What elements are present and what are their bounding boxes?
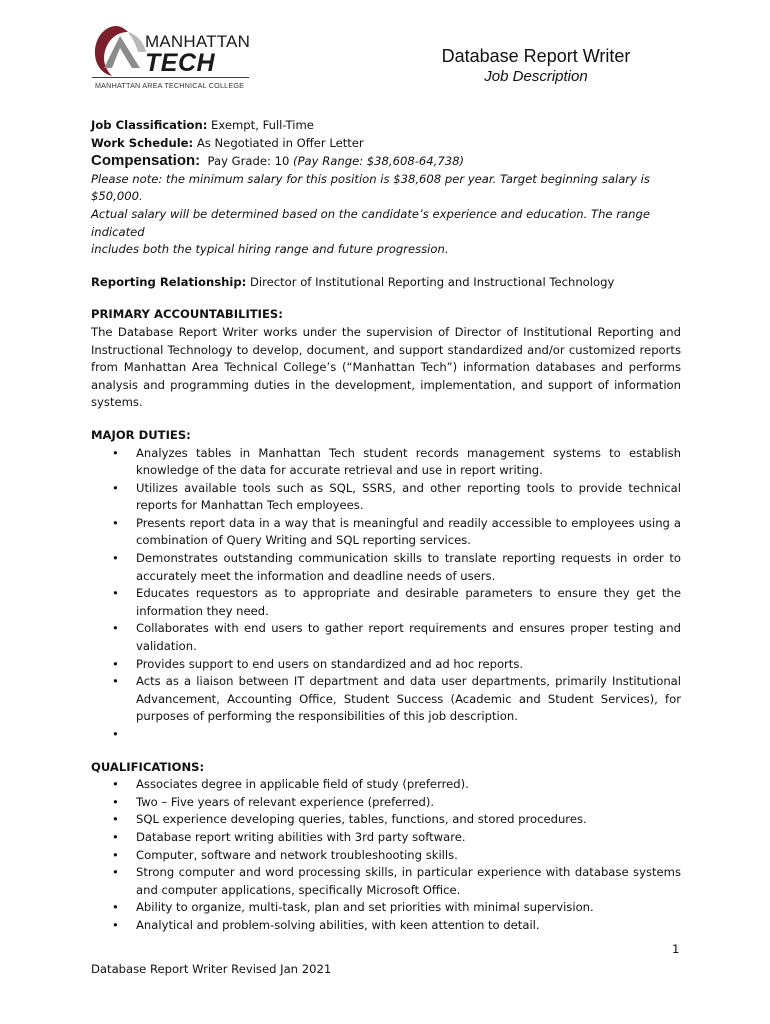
logo-tech: TECH xyxy=(145,49,216,77)
list-item xyxy=(91,811,681,829)
list-item xyxy=(91,917,681,935)
page-number: 1 xyxy=(672,942,680,956)
list-item xyxy=(91,829,681,847)
primary-accountabilities-text: The Database Report Writer works under the supervision of Director of Institutional Reporting and Instructional Technology to develop, document, and support standardized and/or customized reports from Manhattan Area Technical College’s (“Manhattan Tech”) information databases and performs analysis and programming duties in the development, implementation, and support of information systems. xyxy=(91,324,681,410)
work-schedule xyxy=(91,135,681,153)
logo-name: MANHATTAN xyxy=(145,32,251,51)
bullet-icon: • xyxy=(112,551,119,566)
list-item xyxy=(91,656,681,674)
qualification-text: Computer, software and network troubleshooting skills. xyxy=(136,847,458,862)
primary-accountabilities-heading: PRIMARY ACCOUNTABILITIES: xyxy=(91,307,283,322)
qualification-text: Analytical and problem-solving abilities, with keen attention to detail. xyxy=(136,917,540,932)
list-item xyxy=(91,445,681,480)
work-schedule-label: Work Schedule: xyxy=(91,135,194,150)
list-item xyxy=(91,794,681,812)
document-body xyxy=(91,117,681,935)
list-item xyxy=(91,480,681,515)
duty-text: Demonstrates outstanding communication skills to translate reporting requests in order to accurately meet the information and deadline needs of users. xyxy=(136,551,681,583)
list-item xyxy=(91,550,681,585)
job-classification xyxy=(91,117,681,135)
list-item xyxy=(91,864,681,899)
job-classification-label: Job Classification: xyxy=(91,118,208,132)
major-duties-heading: MAJOR DUTIES: xyxy=(91,427,191,442)
duty-text: Utilizes available tools such as SQL, SSRS, and other reporting tools to provide technical reports for Manhattan Tech employees. xyxy=(136,480,681,513)
footer-text: Database Report Writer Revised Jan 2021 xyxy=(91,962,332,976)
qualification-text: SQL experience developing queries, tables, functions, and stored procedures. xyxy=(136,812,587,827)
qualification-text: Ability to organize, multi-task, plan and set priorities with minimal supervision. xyxy=(136,900,594,915)
bullet-icon: • xyxy=(112,777,119,792)
bullet-icon: • xyxy=(112,621,119,636)
document-title: Database Report Writer xyxy=(441,46,631,66)
reporting-relationship xyxy=(91,274,681,292)
bullet-icon: • xyxy=(112,480,119,495)
salary-note-line-3: includes both the typical hiring range and future progression. xyxy=(91,242,449,257)
list-item xyxy=(91,847,681,865)
list-item xyxy=(91,515,681,550)
reporting-label: Reporting Relationship: xyxy=(91,274,247,289)
bullet-icon: • xyxy=(112,515,119,530)
qualifications-heading: QUALIFICATIONS: xyxy=(91,759,205,774)
duty-text: Educates requestors as to appropriate and desirable parameters to ensure they get the information they need. xyxy=(136,586,681,618)
bullet-icon: • xyxy=(112,847,119,862)
compensation xyxy=(91,152,681,171)
qualification-text: Strong computer and word processing skills, in particular experience with database systems and computer applications, specifically Microsoft Office. xyxy=(136,865,681,897)
qualification-text: Two – Five years of relevant experience (preferred). xyxy=(136,794,435,809)
bullet-icon: • xyxy=(112,656,119,671)
work-schedule-value: As Negotiated in Offer Letter xyxy=(193,135,364,150)
duty-text: Collaborates with end users to gather report requirements and ensures proper testing and validation. xyxy=(136,621,681,654)
logo-divider xyxy=(92,77,249,78)
compensation-range: (Pay Range: $38,608-64,738) xyxy=(293,154,465,169)
bullet-icon: • xyxy=(112,794,119,809)
bullet-icon: • xyxy=(112,674,119,689)
list-item xyxy=(91,620,681,655)
compensation-label: Compensation: xyxy=(91,152,201,170)
duty-text: Presents report data in a way that is meaningful and readily accessible to employees using a combination of Query Writing and SQL reporting services. xyxy=(136,515,681,548)
logo-mark-icon xyxy=(92,24,148,78)
list-item xyxy=(91,726,681,744)
bullet-icon: • xyxy=(112,727,119,741)
job-classification-value: Exempt, Full-Time xyxy=(207,118,314,132)
bullet-icon: • xyxy=(112,900,119,915)
list-item xyxy=(91,585,681,620)
major-duties-list xyxy=(91,445,681,744)
list-item xyxy=(91,899,681,917)
bullet-icon: • xyxy=(112,445,119,460)
qualifications-list xyxy=(91,776,681,934)
list-item xyxy=(91,673,681,726)
bullet-icon: • xyxy=(112,865,119,880)
bullet-icon: • xyxy=(112,586,119,601)
bullet-icon: • xyxy=(112,812,119,827)
document-subtitle: Job Description xyxy=(484,68,588,85)
logo-subtitle: MANHATTAN AREA TECHNICAL COLLEGE xyxy=(95,81,245,90)
compensation-grade: Pay Grade: 10 xyxy=(200,154,294,169)
duty-text: Acts as a liaison between IT department and data user departments, primarily Institutional Advancement, Accounting Office, Student Success (Academic and Student Services), for purposes of performing the responsibilities of this job description. xyxy=(136,674,681,724)
salary-note-line-1: Please note: the minimum salary for this position is $38,608 per year. Target beginning salary is $50,000. xyxy=(91,171,650,204)
bullet-icon: • xyxy=(112,917,119,932)
reporting-value: Director of Institutional Reporting and Instructional Technology xyxy=(246,274,615,289)
duty-text: Analyzes tables in Manhattan Tech student records management systems to establish knowledge of the data for accurate retrieval and use in report writing. xyxy=(136,445,681,478)
bullet-icon: • xyxy=(112,829,119,844)
college-logo xyxy=(92,24,252,92)
list-item xyxy=(91,776,681,794)
duty-text: Provides support to end users on standardized and ad hoc reports. xyxy=(136,656,524,671)
qualification-text: Database report writing abilities with 3rd party software. xyxy=(136,829,466,844)
salary-note-line-2: Actual salary will be determined based on the candidate’s experience and education. The range indicated xyxy=(91,206,650,239)
qualification-text: Associates degree in applicable field of study (preferred). xyxy=(136,777,469,792)
